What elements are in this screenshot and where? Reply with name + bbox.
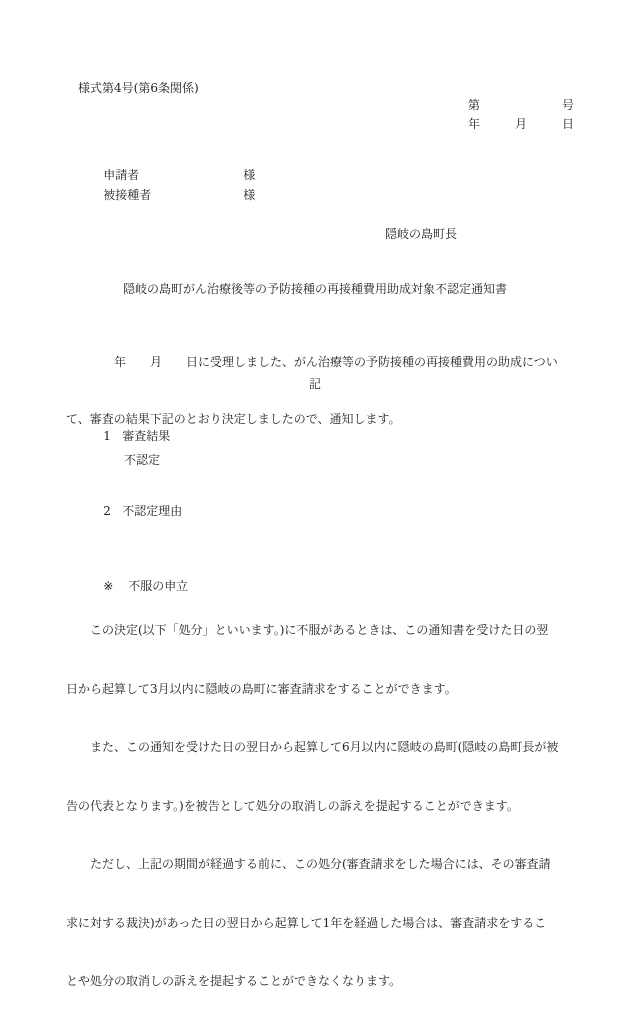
- appeal-marker: ※: [103, 579, 114, 593]
- appeal-line: この決定(以下「処分」といいます。)に不服があるときは、この通知書を受けた日の翌: [66, 623, 549, 637]
- body-line: て、審査の結果下記のとおり決定しましたので、通知します。: [66, 412, 401, 426]
- recipient-row-vaccinee: [88, 174, 255, 216]
- appeal-line: 日から起算して3月以内に隠岐の島町に審査請求をすることができます。: [66, 681, 457, 696]
- date-day-label: 日: [562, 117, 575, 131]
- section-1-value: 不認定: [124, 453, 161, 467]
- form-number-label: 様式第4号(第6条関係): [78, 81, 199, 95]
- section-number: 2: [103, 504, 111, 518]
- date-month-label: 月: [515, 117, 528, 131]
- recipient-label: 被接種者: [103, 188, 152, 202]
- section-heading: 不認定理由: [122, 504, 183, 518]
- record-marker: 記: [308, 377, 321, 391]
- recipient-honorific: 様: [243, 188, 256, 202]
- appeal-line: 告の代表となります。)を被告として処分の取消しの訴えを提起することができます。: [66, 798, 519, 813]
- appeal-line: また、この通知を受けた日の翌日から起算して6月以内に隠岐の島町(隠岐の島町長が被: [66, 740, 559, 754]
- section-1-row: [88, 415, 170, 457]
- doc-number-prefix: 第: [468, 98, 481, 112]
- recipient-label: 申請者: [103, 168, 140, 182]
- appeal-heading: 不服の申立: [128, 579, 189, 593]
- appeal-line: とや処分の取消しの訴えを提起することができなくなります。: [66, 974, 402, 988]
- section-heading: 審査結果: [122, 429, 171, 443]
- appeal-note-paragraphs: [66, 582, 558, 1031]
- section-number: 1: [103, 429, 111, 443]
- body-line: 年 月 日に受理しました、がん治療等の予防接種の再接種費用の助成につい: [66, 355, 558, 369]
- appeal-line: 求に対する裁決)があった日の翌日から起算して1年を経過した場合は、審査請求をするこ: [66, 915, 547, 930]
- date-year-label: 年: [468, 117, 481, 131]
- document-title: 隠岐の島町がん治療後等の予防接種の再接種費用助成対象不認定通知書: [122, 282, 507, 296]
- recipient-honorific: 様: [243, 168, 256, 182]
- section-2-row: [88, 490, 182, 532]
- issuer-name: 隠岐の島町長: [385, 227, 458, 241]
- doc-number-suffix: 号: [562, 98, 575, 112]
- appeal-line: ただし、上記の期間が経過する前に、この処分(審査請求をした場合には、その審査請: [66, 857, 551, 871]
